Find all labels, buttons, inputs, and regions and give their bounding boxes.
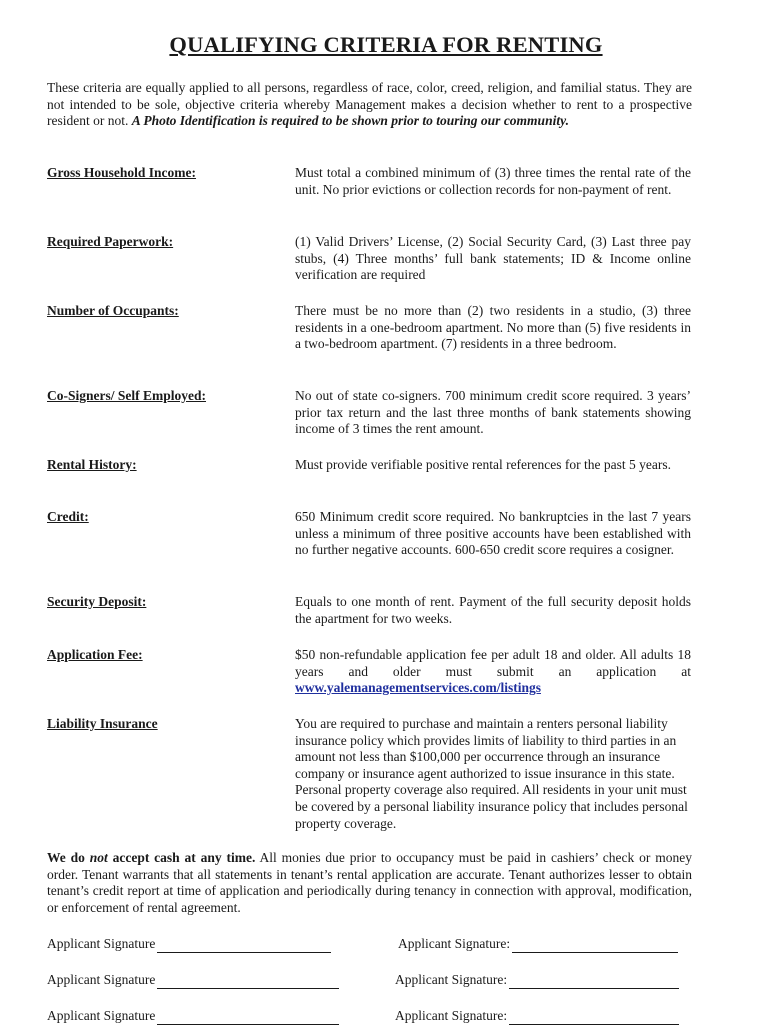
- criteria-label: Rental History:: [47, 457, 137, 472]
- criteria-label: Gross Household Income:: [47, 165, 197, 180]
- signature-label: Applicant Signature: [47, 936, 156, 951]
- intro-text: These criteria are equally applied to all persons, regardless of race, color, creed, religion, and familial status. They are not intended to be sole, objective criteria whereby Management makes a decision whether to rent to a prospective resident or not.: [47, 80, 692, 129]
- signature-line[interactable]: [157, 1011, 339, 1025]
- criteria-text: Must total a combined minimum of (3) three times the rental rate of the unit. No prior evictions or collection records for non-payment of rent.: [295, 165, 691, 197]
- signature-label: Applicant Signature: [47, 972, 156, 987]
- closing-text: All monies due prior to occupancy must be paid in cashiers’ check or money order. Tenant warrants that all statements in tenant’s rental application are accurate. Tenant authorizes lesser to obtain tenant’s credit report at time of application and periodically during tenancy in connection with approval, modification, or enforcement of rental agreement.: [47, 850, 692, 915]
- criteria-text: You are required to purchase and maintain a renters personal liability insurance policy which provides limits of liability to third parties in an amount not less than $100,000 per occurrence through an insurance company or insurance agent authorized to issue insurance in this state. Personal property coverage also required. All residents in your unit must be covered by a personal liability insurance policy that includes personal property coverage.: [295, 716, 688, 831]
- closing-paragraph: [47, 850, 692, 916]
- signature-line[interactable]: [512, 939, 678, 953]
- criteria-label: Co-Signers/ Self Employed:: [47, 388, 207, 403]
- applicant-signature-right-3: [395, 1008, 679, 1025]
- criteria-text: There must be no more than (2) two residents in a studio, (3) three residents in a one-bedroom apartment. No more than (5) five residents in a two-bedroom apartment. (7) residents in a three bedroom.: [295, 303, 691, 352]
- cash-notice-start: We do: [47, 850, 90, 865]
- criteria-text: (1) Valid Drivers’ License, (2) Social Security Card, (3) Last three pay stubs, (4) Three months’ full bank statements; ID & Income online verification are required: [295, 234, 691, 283]
- photo-id-notice: A Photo Identification is required to be shown prior to touring our community.: [131, 113, 569, 129]
- applicant-signature-left-1: [47, 936, 331, 953]
- intro-paragraph: [47, 80, 692, 130]
- criteria-label: Number of Occupants:: [47, 303, 179, 318]
- signature-label: Applicant Signature:: [395, 1008, 508, 1023]
- signature-line[interactable]: [509, 975, 679, 989]
- criteria-text: 650 Minimum credit score required. No bankruptcies in the last 7 years unless a minimum of three positive accounts have been established with no further negative accounts. 600-650 credit score requires a cosigner.: [295, 509, 691, 558]
- cash-notice-end: accept cash at any time.: [107, 850, 256, 865]
- criteria-label: Application Fee:: [47, 647, 143, 662]
- criteria-text: No out of state co-signers. 700 minimum credit score required. 3 years’ prior tax return and the last three months of bank statements showing income of 3 times the rent amount.: [295, 388, 691, 437]
- applicant-signature-right-2: [395, 972, 679, 989]
- applicant-signature-left-2: [47, 972, 339, 989]
- signature-line[interactable]: [157, 975, 339, 989]
- applicant-signature-left-3: [47, 1008, 339, 1025]
- criteria-text: [295, 647, 691, 697]
- signature-line[interactable]: [157, 939, 331, 953]
- page-title: QUALIFYING CRITERIA FOR RENTING: [169, 32, 603, 57]
- criteria-label: Security Deposit:: [47, 594, 147, 609]
- criteria-text: Must provide verifiable positive rental references for the past 5 years.: [295, 457, 671, 472]
- cash-notice-not: not: [89, 850, 108, 865]
- signature-line[interactable]: [509, 1011, 679, 1025]
- criteria-text: Equals to one month of rent. Payment of the full security deposit holds the apartment for two weeks.: [295, 594, 691, 626]
- listings-link[interactable]: www.yalemanagementservices.com/listings: [295, 680, 541, 696]
- signature-label: Applicant Signature:: [395, 972, 508, 987]
- application-fee-text: $50 non-refundable application fee per adult 18 and older. All adults 18 years and older must submit an application at: [295, 647, 691, 679]
- signature-label: Applicant Signature:: [398, 936, 511, 951]
- criteria-label: Liability Insurance: [47, 716, 158, 731]
- criteria-label: Credit:: [47, 509, 89, 524]
- applicant-signature-right-1: [398, 936, 678, 953]
- signature-label: Applicant Signature: [47, 1008, 156, 1023]
- criteria-label: Required Paperwork:: [47, 234, 174, 249]
